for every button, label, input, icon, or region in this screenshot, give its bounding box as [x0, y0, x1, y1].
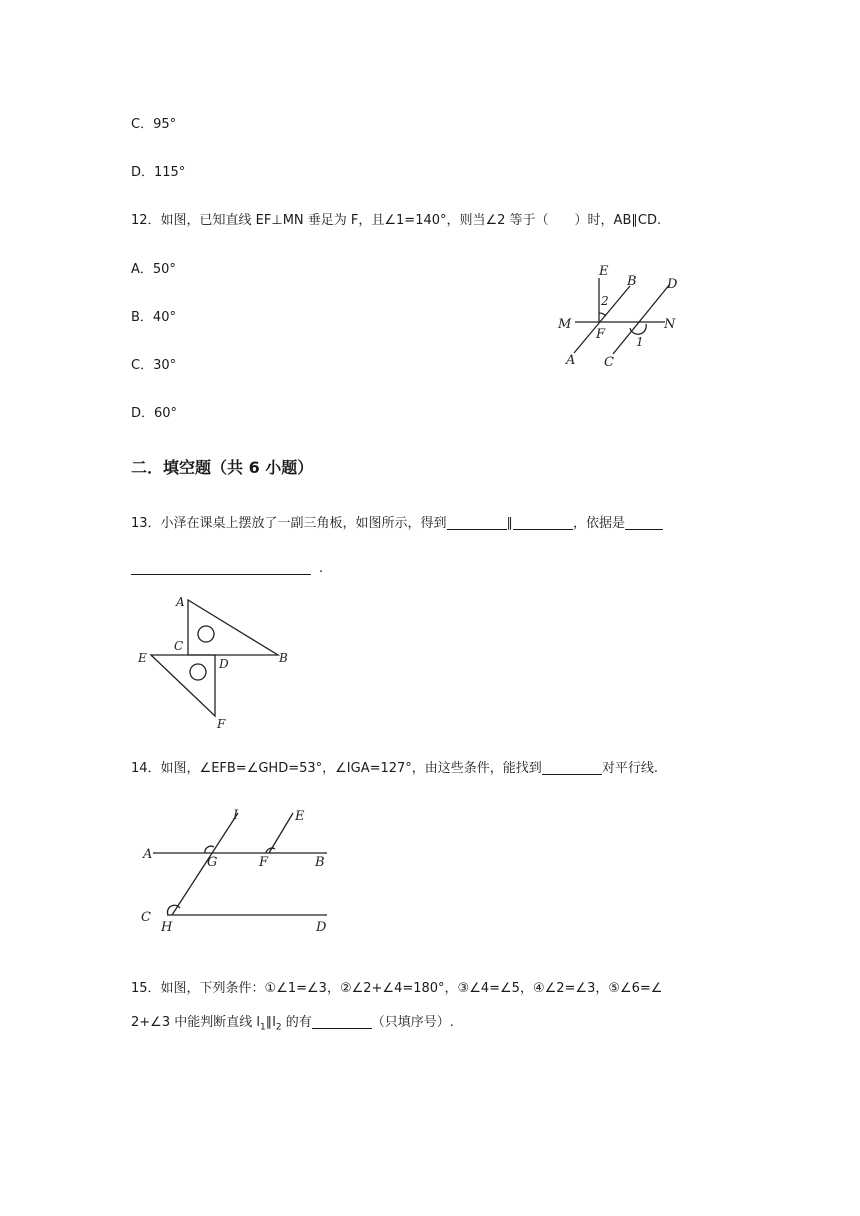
label-b: B — [315, 855, 325, 870]
q13-end: . — [319, 561, 324, 576]
q15-sub-2: 2 — [275, 1022, 282, 1033]
hole-upper — [198, 626, 214, 642]
label-i: I — [233, 808, 239, 823]
q11-option-d: D．115° — [131, 165, 186, 180]
label-a: A — [176, 595, 185, 609]
label-d: D — [316, 920, 327, 935]
q13-blank-2[interactable] — [513, 515, 573, 530]
line-fe — [269, 813, 293, 853]
angle2-arc — [599, 313, 606, 316]
label-n: N — [664, 317, 676, 332]
label-b: B — [279, 651, 288, 665]
label-h: H — [161, 920, 173, 935]
q12-option-d: D．60° — [131, 406, 178, 421]
label-angle2: 2 — [601, 294, 609, 308]
label-a: A — [143, 847, 153, 862]
q12-stem: 12．如图，已知直线 EF⊥MN 垂足为 F，且∠1=140°，则当∠2 等于（ ）时，AB∥CD. — [131, 213, 662, 228]
q13-stem — [131, 512, 663, 531]
q13-stem-cont — [131, 560, 323, 576]
q13-parallel: ∥ — [506, 516, 514, 531]
label-f: F — [596, 327, 606, 342]
line-hi — [172, 813, 238, 915]
label-a: A — [566, 353, 576, 368]
q12-option-c: C．30° — [131, 358, 177, 373]
q15-stem-line2 — [131, 1011, 454, 1033]
q15-parallel: ∥l — [265, 1015, 276, 1030]
q13-blank-3a[interactable] — [625, 515, 663, 530]
q12-option-b: B．40° — [131, 310, 176, 325]
label-e: E — [295, 809, 305, 824]
q15-blank[interactable] — [312, 1014, 372, 1029]
q15-text-2: 的有 — [281, 1015, 312, 1030]
q14-text-1: 14．如图，∠EFB=∠GHD=53°，∠IGA=127°，由这些条件，能找到 — [131, 761, 542, 776]
label-c: C — [174, 639, 184, 653]
label-c: C — [604, 355, 614, 370]
q14-blank[interactable] — [542, 760, 602, 775]
q14-stem — [131, 757, 658, 776]
label-e: E — [599, 264, 609, 279]
label-d: D — [219, 657, 229, 671]
label-e: E — [138, 651, 147, 665]
label-f: F — [259, 855, 269, 870]
section2-title: 二．填空题（共 6 小题） — [131, 458, 314, 477]
label-d: D — [667, 277, 678, 292]
label-c: C — [141, 910, 151, 925]
label-angle1: 1 — [636, 335, 644, 349]
q12-figure — [552, 258, 702, 373]
q15-text-1: 2+∠3 中能判断直线 l — [131, 1015, 260, 1030]
triangle-edf — [151, 655, 215, 716]
q11-option-c: C．95° — [131, 117, 177, 132]
q15-sub-1: 1 — [259, 1022, 266, 1033]
q13-text-2: ，依据是 — [573, 516, 626, 531]
label-g: G — [207, 855, 218, 870]
q13-blank-1[interactable] — [447, 515, 507, 530]
label-b: B — [627, 274, 637, 289]
q12-option-a: A．50° — [131, 262, 176, 277]
q13-blank-3b[interactable] — [131, 560, 311, 575]
q15-stem-line1: 15．如图，下列条件：①∠1=∠3，②∠2+∠4=180°，③∠4=∠5，④∠2=∠3，⑤∠6=∠ — [131, 981, 663, 996]
label-m: M — [558, 317, 572, 332]
hole-lower — [190, 664, 206, 680]
q14-text-2: 对平行线. — [601, 761, 658, 776]
q13-figure — [133, 590, 298, 735]
q15-text-3: （只填序号）. — [371, 1015, 454, 1030]
q13-text-1: 13．小泽在课桌上摆放了一副三角板，如图所示，得到 — [131, 516, 447, 531]
label-f: F — [217, 717, 226, 731]
q14-figure — [135, 800, 340, 940]
